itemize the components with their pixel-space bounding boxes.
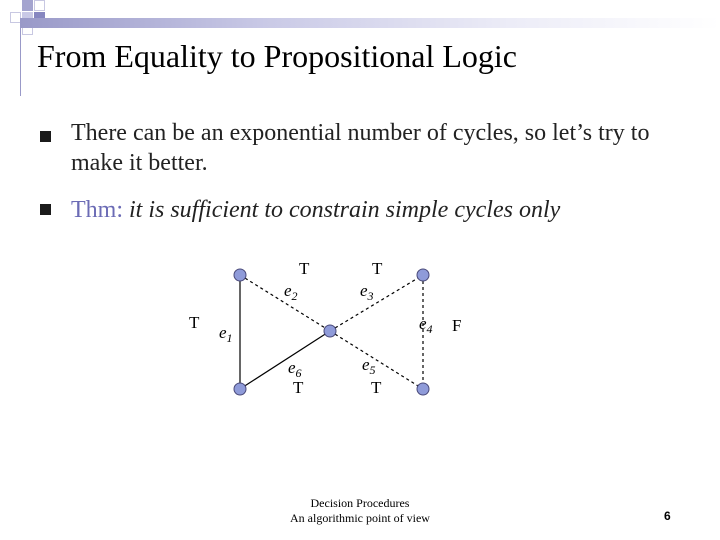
bullet-1-text: There can be an exponential number of cycles, so let’s try to make it better.: [71, 120, 650, 176]
graph-node: [234, 269, 246, 281]
label-t-e1: T: [189, 313, 200, 332]
footer-line-1: Decision Procedures: [310, 496, 410, 510]
edge-e6-line: [240, 331, 330, 389]
edge-e4-label: $e_4$: [419, 314, 433, 336]
slide-title: From Equality to Propositional Logic: [37, 38, 517, 74]
label-t-e2: T: [299, 259, 310, 278]
graph-node: [234, 383, 246, 395]
theorem-label: Thm:: [71, 197, 123, 223]
label-t-e5: T: [371, 378, 382, 397]
label-f-e4: F: [452, 316, 462, 335]
edge-e5-label: $e_5$: [362, 355, 376, 377]
edge-e6-label: $e_6$: [288, 358, 302, 380]
graph-node: [324, 325, 336, 337]
page-number: 6: [664, 509, 671, 523]
footer-line-2: An algorithmic point of view: [290, 511, 430, 525]
footer: [270, 496, 450, 526]
edge-e2-label: $e_2$: [284, 281, 298, 303]
graph-node: [417, 269, 429, 281]
label-t-e6: T: [293, 378, 304, 397]
label-t-e3: T: [372, 259, 383, 278]
edge-e3-label: $e_3$: [360, 281, 374, 303]
theorem-statement: it is sufficient to constrain simple cycles only: [123, 197, 561, 223]
edge-e1-label: $e_1$: [219, 323, 233, 345]
edge-e3-line: [330, 275, 423, 331]
graph-node: [417, 383, 429, 395]
